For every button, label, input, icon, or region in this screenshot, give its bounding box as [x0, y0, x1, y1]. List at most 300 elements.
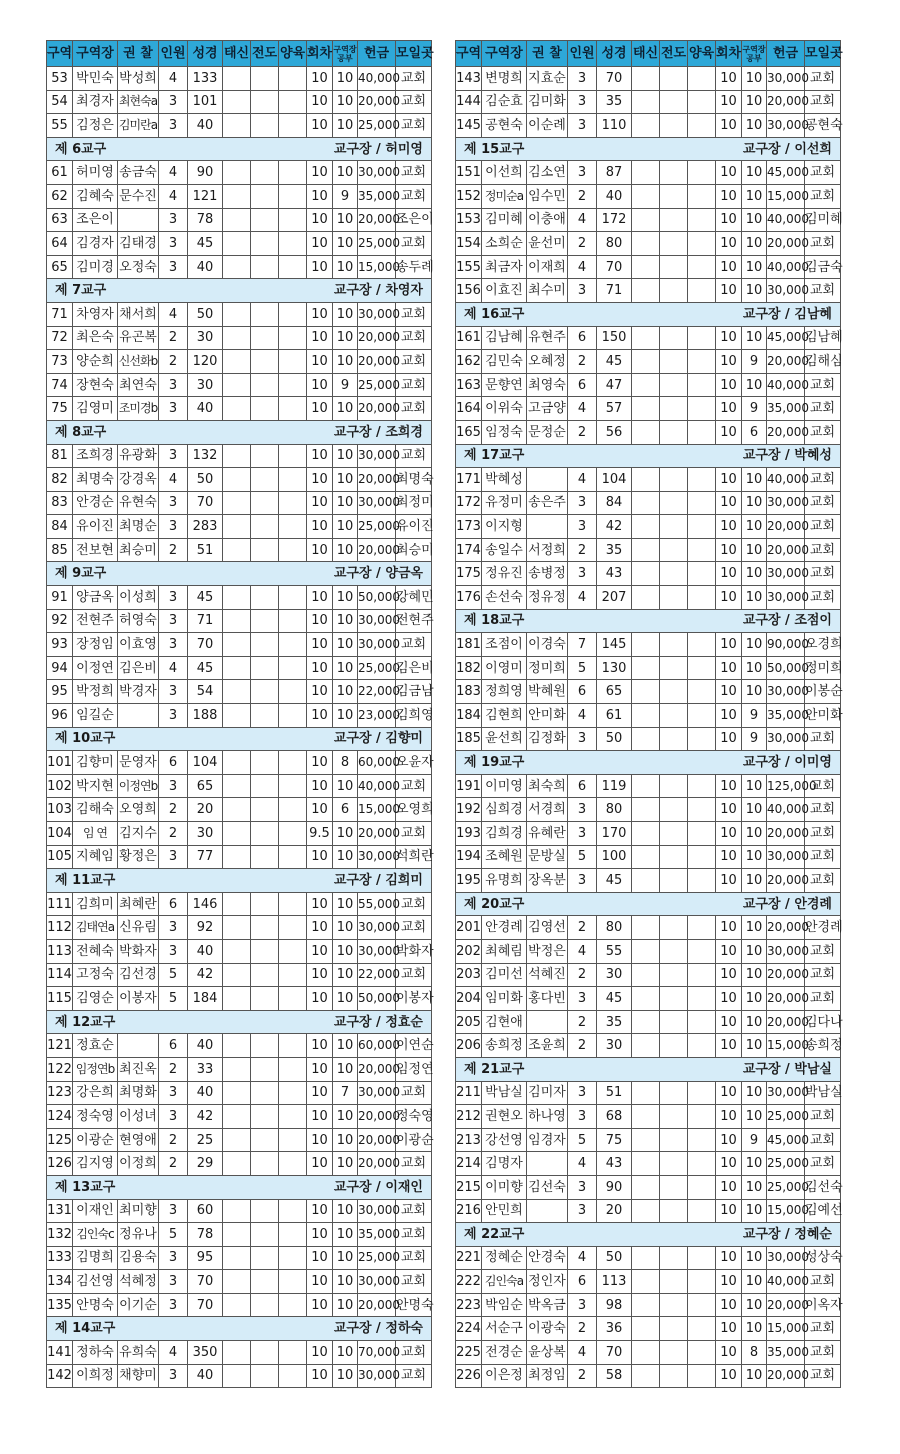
cell-offering: 45,000 [767, 1128, 805, 1152]
table-row [456, 184, 841, 208]
cell-evangelism [251, 515, 279, 539]
cell-members: 3 [568, 798, 597, 822]
cell-bible: 50 [188, 468, 223, 492]
cell-leader-study: 10 [333, 704, 358, 728]
table-row [47, 1081, 432, 1105]
table-row [456, 1293, 841, 1317]
cell-meeting-place: 김예선 [805, 1199, 841, 1223]
cell-offering: 20,000 [767, 515, 805, 539]
parish-header [47, 562, 432, 586]
cell-tae-shin [632, 963, 660, 987]
parish-leader: 교구장 / 박남실 [742, 1061, 832, 1077]
cell-helper: 지효순 [527, 67, 568, 91]
cell-district-leader: 김미혜 [482, 208, 527, 232]
cell-district-leader: 안명숙 [73, 1293, 118, 1317]
cell-district-no: 164 [456, 397, 482, 421]
cell-tae-shin [223, 397, 251, 421]
cell-district-leader: 최혜림 [482, 939, 527, 963]
cell-helper: 최정임 [527, 1364, 568, 1388]
cell-district-no: 203 [456, 963, 482, 987]
cell-bible: 80 [597, 232, 632, 256]
cell-district-no: 226 [456, 1364, 482, 1388]
cell-evangelism [660, 1081, 688, 1105]
header-sessions: 회차 [716, 41, 742, 67]
cell-district-leader: 김선영 [73, 1270, 118, 1294]
cell-evangelism [251, 444, 279, 468]
cell-leader-study: 10 [333, 208, 358, 232]
cell-bible: 133 [188, 67, 223, 91]
right-roster-table [455, 40, 841, 1388]
cell-district-no: 112 [47, 916, 73, 940]
table-row [47, 1057, 432, 1081]
cell-meeting-place: 교회 [805, 1341, 841, 1365]
cell-evangelism [660, 798, 688, 822]
cell-sessions: 10 [307, 680, 333, 704]
cell-helper [527, 515, 568, 539]
cell-offering: 22,000 [358, 680, 396, 704]
cell-nurture [279, 586, 307, 610]
cell-members: 3 [568, 1175, 597, 1199]
cell-district-no: 142 [47, 1364, 73, 1388]
cell-members: 3 [568, 987, 597, 1011]
cell-offering: 35,000 [767, 1341, 805, 1365]
cell-offering: 15,000 [767, 1199, 805, 1223]
cell-nurture [688, 468, 716, 492]
cell-leader-study: 10 [333, 680, 358, 704]
cell-evangelism [251, 1223, 279, 1247]
cell-leader-study: 9 [742, 1128, 767, 1152]
parish-header [47, 279, 432, 303]
cell-offering: 15,000 [767, 1317, 805, 1341]
cell-offering: 40,000 [767, 468, 805, 492]
cell-meeting-place: 조은이 [396, 208, 432, 232]
cell-evangelism [660, 1175, 688, 1199]
cell-evangelism [660, 1105, 688, 1129]
cell-district-no: 201 [456, 916, 482, 940]
cell-offering: 30,000 [358, 1270, 396, 1294]
cell-leader-study: 9 [742, 704, 767, 728]
cell-members: 2 [159, 350, 188, 374]
cell-members: 2 [159, 798, 188, 822]
cell-nurture [279, 1105, 307, 1129]
parish-header-row [456, 892, 841, 916]
cell-evangelism [660, 562, 688, 586]
cell-district-no: 61 [47, 161, 73, 185]
table-row [47, 751, 432, 775]
table-row [47, 232, 432, 256]
cell-tae-shin [223, 326, 251, 350]
cell-offering: 40,000 [358, 774, 396, 798]
cell-sessions: 10 [716, 822, 742, 846]
cell-helper: 문영자 [118, 751, 159, 775]
cell-offering: 20,000 [358, 1128, 396, 1152]
cell-helper: 장옥분 [527, 869, 568, 893]
cell-district-leader: 최명숙 [73, 468, 118, 492]
parish-header-row [47, 420, 432, 444]
cell-leader-study: 10 [742, 184, 767, 208]
cell-helper: 최승미 [118, 538, 159, 562]
header-members: 인원 [568, 41, 597, 67]
cell-district-no: 125 [47, 1128, 73, 1152]
cell-district-leader: 안경순 [73, 491, 118, 515]
cell-district-leader: 김미선 [482, 963, 527, 987]
cell-district-no: 216 [456, 1199, 482, 1223]
cell-meeting-place: 교회 [805, 420, 841, 444]
cell-nurture [688, 656, 716, 680]
cell-bible: 70 [188, 1293, 223, 1317]
cell-nurture [688, 350, 716, 374]
cell-nurture [688, 633, 716, 657]
cell-helper: 오정숙 [118, 255, 159, 279]
table-row [456, 279, 841, 303]
cell-evangelism [251, 1293, 279, 1317]
parish-header [456, 1223, 841, 1247]
header-nurture: 양육 [688, 41, 716, 67]
cell-nurture [279, 892, 307, 916]
cell-sessions: 10 [716, 562, 742, 586]
header-helper: 권 찰 [118, 41, 159, 67]
cell-leader-study: 10 [742, 1293, 767, 1317]
cell-evangelism [251, 1364, 279, 1388]
cell-tae-shin [632, 161, 660, 185]
cell-leader-study: 10 [333, 987, 358, 1011]
cell-sessions: 10 [716, 184, 742, 208]
cell-nurture [279, 350, 307, 374]
cell-bible: 350 [188, 1341, 223, 1365]
cell-meeting-place: 오영희 [396, 798, 432, 822]
cell-nurture [688, 1317, 716, 1341]
cell-meeting-place: 교회 [805, 1128, 841, 1152]
cell-bible: 40 [597, 184, 632, 208]
cell-nurture [279, 468, 307, 492]
cell-helper: 김미자 [527, 1081, 568, 1105]
cell-meeting-place: 최명숙 [396, 468, 432, 492]
cell-meeting-place: 교회 [805, 1317, 841, 1341]
cell-district-leader: 이지형 [482, 515, 527, 539]
cell-evangelism [660, 515, 688, 539]
cell-tae-shin [632, 350, 660, 374]
cell-district-leader: 김인숙a [482, 1270, 527, 1294]
cell-nurture [688, 90, 716, 114]
cell-members: 3 [159, 680, 188, 704]
cell-evangelism [251, 656, 279, 680]
cell-sessions: 10 [307, 656, 333, 680]
cell-bible: 20 [597, 1199, 632, 1223]
cell-meeting-place: 석희란 [396, 845, 432, 869]
parish-header [456, 444, 841, 468]
table-row [456, 939, 841, 963]
cell-bible: 68 [597, 1105, 632, 1129]
cell-bible: 130 [597, 656, 632, 680]
cell-district-no: 185 [456, 727, 482, 751]
cell-evangelism [251, 1199, 279, 1223]
cell-district-no: 191 [456, 774, 482, 798]
cell-sessions: 10 [307, 161, 333, 185]
cell-sessions: 10 [307, 798, 333, 822]
cell-nurture [688, 774, 716, 798]
cell-sessions: 10 [716, 161, 742, 185]
cell-members: 4 [159, 656, 188, 680]
table-row [456, 680, 841, 704]
cell-members: 3 [159, 1105, 188, 1129]
cell-helper: 신선화b [118, 350, 159, 374]
cell-district-no: 215 [456, 1175, 482, 1199]
cell-evangelism [251, 538, 279, 562]
cell-nurture [279, 845, 307, 869]
cell-offering: 30,000 [358, 1081, 396, 1105]
cell-evangelism [660, 538, 688, 562]
cell-members: 3 [568, 90, 597, 114]
cell-district-no: 214 [456, 1152, 482, 1176]
cell-district-no: 171 [456, 468, 482, 492]
cell-tae-shin [223, 798, 251, 822]
cell-meeting-place: 최정미 [396, 491, 432, 515]
cell-members: 4 [568, 397, 597, 421]
cell-meeting-place: 교회 [396, 444, 432, 468]
cell-tae-shin [223, 491, 251, 515]
cell-members: 4 [159, 67, 188, 91]
parish-header-row [456, 751, 841, 775]
cell-sessions: 10 [716, 845, 742, 869]
cell-helper: 석혜정 [118, 1270, 159, 1294]
cell-helper: 김소연 [527, 161, 568, 185]
cell-district-no: 72 [47, 326, 73, 350]
cell-nurture [688, 208, 716, 232]
cell-leader-study: 10 [333, 326, 358, 350]
cell-members: 3 [568, 114, 597, 138]
cell-leader-study: 7 [333, 1081, 358, 1105]
parish-header-row [456, 609, 841, 633]
cell-meeting-place: 교회 [396, 1223, 432, 1247]
cell-members: 3 [159, 1293, 188, 1317]
cell-tae-shin [632, 798, 660, 822]
cell-helper: 김태경 [118, 232, 159, 256]
header-helper: 권 찰 [527, 41, 568, 67]
cell-sessions: 10 [307, 939, 333, 963]
cell-members: 5 [568, 1128, 597, 1152]
cell-district-no: 183 [456, 680, 482, 704]
cell-district-no: 155 [456, 255, 482, 279]
cell-leader-study: 10 [333, 1128, 358, 1152]
cell-meeting-place: 오경희 [805, 633, 841, 657]
cell-offering: 20,000 [358, 350, 396, 374]
cell-meeting-place: 전현주 [396, 609, 432, 633]
cell-members: 2 [159, 1128, 188, 1152]
cell-sessions: 10 [307, 90, 333, 114]
cell-helper: 문수진 [118, 184, 159, 208]
cell-members: 2 [159, 538, 188, 562]
parish-title: 제 14교구 [55, 1321, 116, 1337]
cell-evangelism [660, 704, 688, 728]
cell-district-no: 206 [456, 1034, 482, 1058]
table-row [456, 1317, 841, 1341]
cell-helper: 허영숙 [118, 609, 159, 633]
cell-leader-study: 6 [742, 420, 767, 444]
cell-leader-study: 10 [333, 114, 358, 138]
cell-nurture [688, 727, 716, 751]
cell-meeting-place: 교회 [805, 232, 841, 256]
table-row [456, 1034, 841, 1058]
cell-nurture [688, 1128, 716, 1152]
cell-leader-study: 10 [333, 656, 358, 680]
cell-offering: 20,000 [767, 987, 805, 1011]
table-row [47, 798, 432, 822]
cell-nurture [279, 916, 307, 940]
cell-sessions: 10 [716, 1010, 742, 1034]
cell-meeting-place: 교회 [396, 302, 432, 326]
cell-meeting-place: 교회 [805, 798, 841, 822]
cell-members: 4 [159, 302, 188, 326]
cell-evangelism [660, 656, 688, 680]
cell-offering: 20,000 [358, 468, 396, 492]
cell-meeting-place: 교회 [805, 586, 841, 610]
table-header-row [47, 41, 432, 67]
cell-district-no: 202 [456, 939, 482, 963]
cell-evangelism [251, 1246, 279, 1270]
parish-title: 제 9교구 [55, 566, 107, 582]
cell-district-no: 132 [47, 1223, 73, 1247]
cell-evangelism [660, 1034, 688, 1058]
cell-evangelism [660, 727, 688, 751]
cell-evangelism [251, 326, 279, 350]
cell-bible: 70 [597, 67, 632, 91]
cell-leader-study: 10 [333, 90, 358, 114]
cell-district-no: 105 [47, 845, 73, 869]
cell-district-leader: 이위숙 [482, 397, 527, 421]
cell-tae-shin [632, 704, 660, 728]
cell-nurture [279, 1364, 307, 1388]
cell-nurture [688, 67, 716, 91]
table-row [456, 1364, 841, 1388]
cell-district-no: 102 [47, 774, 73, 798]
cell-members: 6 [568, 774, 597, 798]
cell-leader-study: 10 [742, 633, 767, 657]
cell-helper: 강경옥 [118, 468, 159, 492]
cell-meeting-place: 교회 [805, 538, 841, 562]
cell-sessions: 10 [716, 1081, 742, 1105]
cell-helper: 이성희 [118, 586, 159, 610]
cell-district-no: 176 [456, 586, 482, 610]
cell-members: 5 [568, 656, 597, 680]
cell-evangelism [660, 774, 688, 798]
cell-meeting-place: 교회 [396, 1081, 432, 1105]
cell-members: 3 [159, 515, 188, 539]
cell-bible: 50 [188, 302, 223, 326]
cell-nurture [279, 656, 307, 680]
cell-offering: 40,000 [358, 67, 396, 91]
cell-sessions: 10 [716, 491, 742, 515]
cell-nurture [688, 1341, 716, 1365]
cell-offering: 50,000 [358, 586, 396, 610]
cell-nurture [688, 114, 716, 138]
cell-offering: 60,000 [358, 751, 396, 775]
cell-evangelism [660, 1199, 688, 1223]
cell-district-leader: 이미영 [482, 774, 527, 798]
parish-header [47, 869, 432, 893]
cell-members: 3 [159, 633, 188, 657]
cell-helper [527, 1152, 568, 1176]
cell-evangelism [660, 1341, 688, 1365]
cell-meeting-place: 교회 [805, 845, 841, 869]
cell-tae-shin [223, 468, 251, 492]
cell-district-leader: 김해숙 [73, 798, 118, 822]
cell-evangelism [251, 987, 279, 1011]
cell-helper: 정미희 [527, 656, 568, 680]
cell-offering: 23,000 [358, 704, 396, 728]
parish-header [456, 302, 841, 326]
table-row [47, 586, 432, 610]
cell-sessions: 9.5 [307, 822, 333, 846]
cell-district-no: 223 [456, 1293, 482, 1317]
cell-tae-shin [632, 420, 660, 444]
cell-nurture [688, 916, 716, 940]
cell-evangelism [251, 208, 279, 232]
table-row [456, 1128, 841, 1152]
cell-district-leader: 이은정 [482, 1364, 527, 1388]
cell-leader-study: 10 [742, 326, 767, 350]
cell-members: 3 [159, 916, 188, 940]
cell-evangelism [251, 255, 279, 279]
cell-bible: 43 [597, 562, 632, 586]
table-row [47, 90, 432, 114]
cell-meeting-place: 교회 [805, 774, 841, 798]
cell-evangelism [251, 90, 279, 114]
cell-bible: 120 [188, 350, 223, 374]
cell-members: 3 [159, 114, 188, 138]
cell-meeting-place: 김다나 [805, 1010, 841, 1034]
cell-nurture [279, 444, 307, 468]
cell-meeting-place: 안경례 [805, 916, 841, 940]
cell-district-leader: 공현숙 [482, 114, 527, 138]
cell-nurture [688, 538, 716, 562]
cell-helper: 이광숙 [527, 1317, 568, 1341]
cell-leader-study: 10 [742, 491, 767, 515]
cell-members: 4 [568, 255, 597, 279]
cell-offering: 15,000 [767, 1034, 805, 1058]
cell-offering: 40,000 [767, 1270, 805, 1294]
cell-district-no: 225 [456, 1341, 482, 1365]
cell-tae-shin [632, 208, 660, 232]
cell-district-no: 75 [47, 397, 73, 421]
cell-district-leader: 전경순 [482, 1341, 527, 1365]
cell-offering: 30,000 [358, 633, 396, 657]
cell-members: 4 [159, 184, 188, 208]
cell-district-leader: 전혜숙 [73, 939, 118, 963]
cell-meeting-place: 박남실 [805, 1081, 841, 1105]
cell-members: 3 [568, 161, 597, 185]
cell-sessions: 10 [307, 232, 333, 256]
cell-district-leader: 이광순 [73, 1128, 118, 1152]
cell-helper: 채향미 [118, 1364, 159, 1388]
cell-evangelism [660, 90, 688, 114]
header-meeting-place: 모일곳 [396, 41, 432, 67]
cell-sessions: 10 [716, 798, 742, 822]
parish-leader: 교구장 / 김향미 [333, 731, 423, 747]
cell-members: 6 [159, 1034, 188, 1058]
cell-helper: 최진옥 [118, 1057, 159, 1081]
cell-leader-study: 10 [742, 1199, 767, 1223]
parish-header-row [47, 1175, 432, 1199]
cell-district-leader: 고정숙 [73, 963, 118, 987]
cell-bible: 70 [597, 255, 632, 279]
cell-members: 3 [159, 444, 188, 468]
header-district-no: 구역 [456, 41, 482, 67]
cell-sessions: 10 [307, 184, 333, 208]
cell-members: 3 [159, 208, 188, 232]
cell-evangelism [251, 1128, 279, 1152]
cell-nurture [279, 538, 307, 562]
cell-leader-study: 10 [742, 1246, 767, 1270]
